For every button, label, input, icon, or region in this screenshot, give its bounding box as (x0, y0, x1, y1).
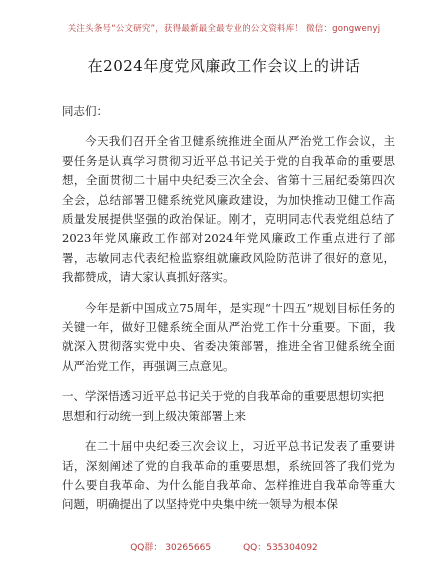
salutation: 同志们： (62, 104, 108, 118)
section-paragraph: 在二十届中央纪委三次会议上，习近平总书记发表了重要讲话，深刻阐述了党的自我革命的重要思想，系统回答了我们党为什么要自我革命、为什么能自我革命、怎样推进自我革命等重大问题，明确提出了以坚持党中央集中统一领导为根本保 (62, 439, 395, 512)
page-title: 在2024年度党风廉政工作会议上的讲话 (87, 57, 361, 75)
footer-qq: QQ：535304092 (243, 543, 318, 553)
paragraph-1: 今天我们召开全省卫健系统推进全面从严治党工作会议，主要任务是认真学习贯彻习近平总书记关于党的自我革命的重要思想，全面贯彻二十届中央纪委三次全会、省第十三届纪委第四次全会，总结部署卫健系统党风廉政建设，为加快推动卫健工作高质量发展提供坚强的政治保证。刚才，克明同志代表党组总结了2023年党风廉政工作部对2024年党风廉政工作重点进行了部署，志敏同志代表纪检监察组就廉政风险防范讲了很好的意见，我都赞成，请大家认真抓好落实。 (62, 134, 395, 285)
header-notice: 关注头条号“公文研究”，获得最新最全最专业的公文资料库！ 微信：gongwenyj (67, 24, 381, 34)
footer-qq-group: QQ群： 30265665 (130, 543, 212, 553)
paragraph-2: 今年是新中国成立75周年，是实现“十四五”规划目标任务的关键一年，做好卫健系统全面从严治党工作十分重要。下面，我就深入贯彻落实党中央、省委决策部署，推进全省卫健系统全面从严治党工作，再强调三点意见。 (62, 300, 395, 373)
section-heading: 一、学深悟透习近平总书记关于党的自我革命的重要思想切实把思想和行动统一到上级决策部署上来 (62, 389, 384, 423)
footer-contact (0, 540, 448, 553)
document-body (62, 102, 395, 526)
